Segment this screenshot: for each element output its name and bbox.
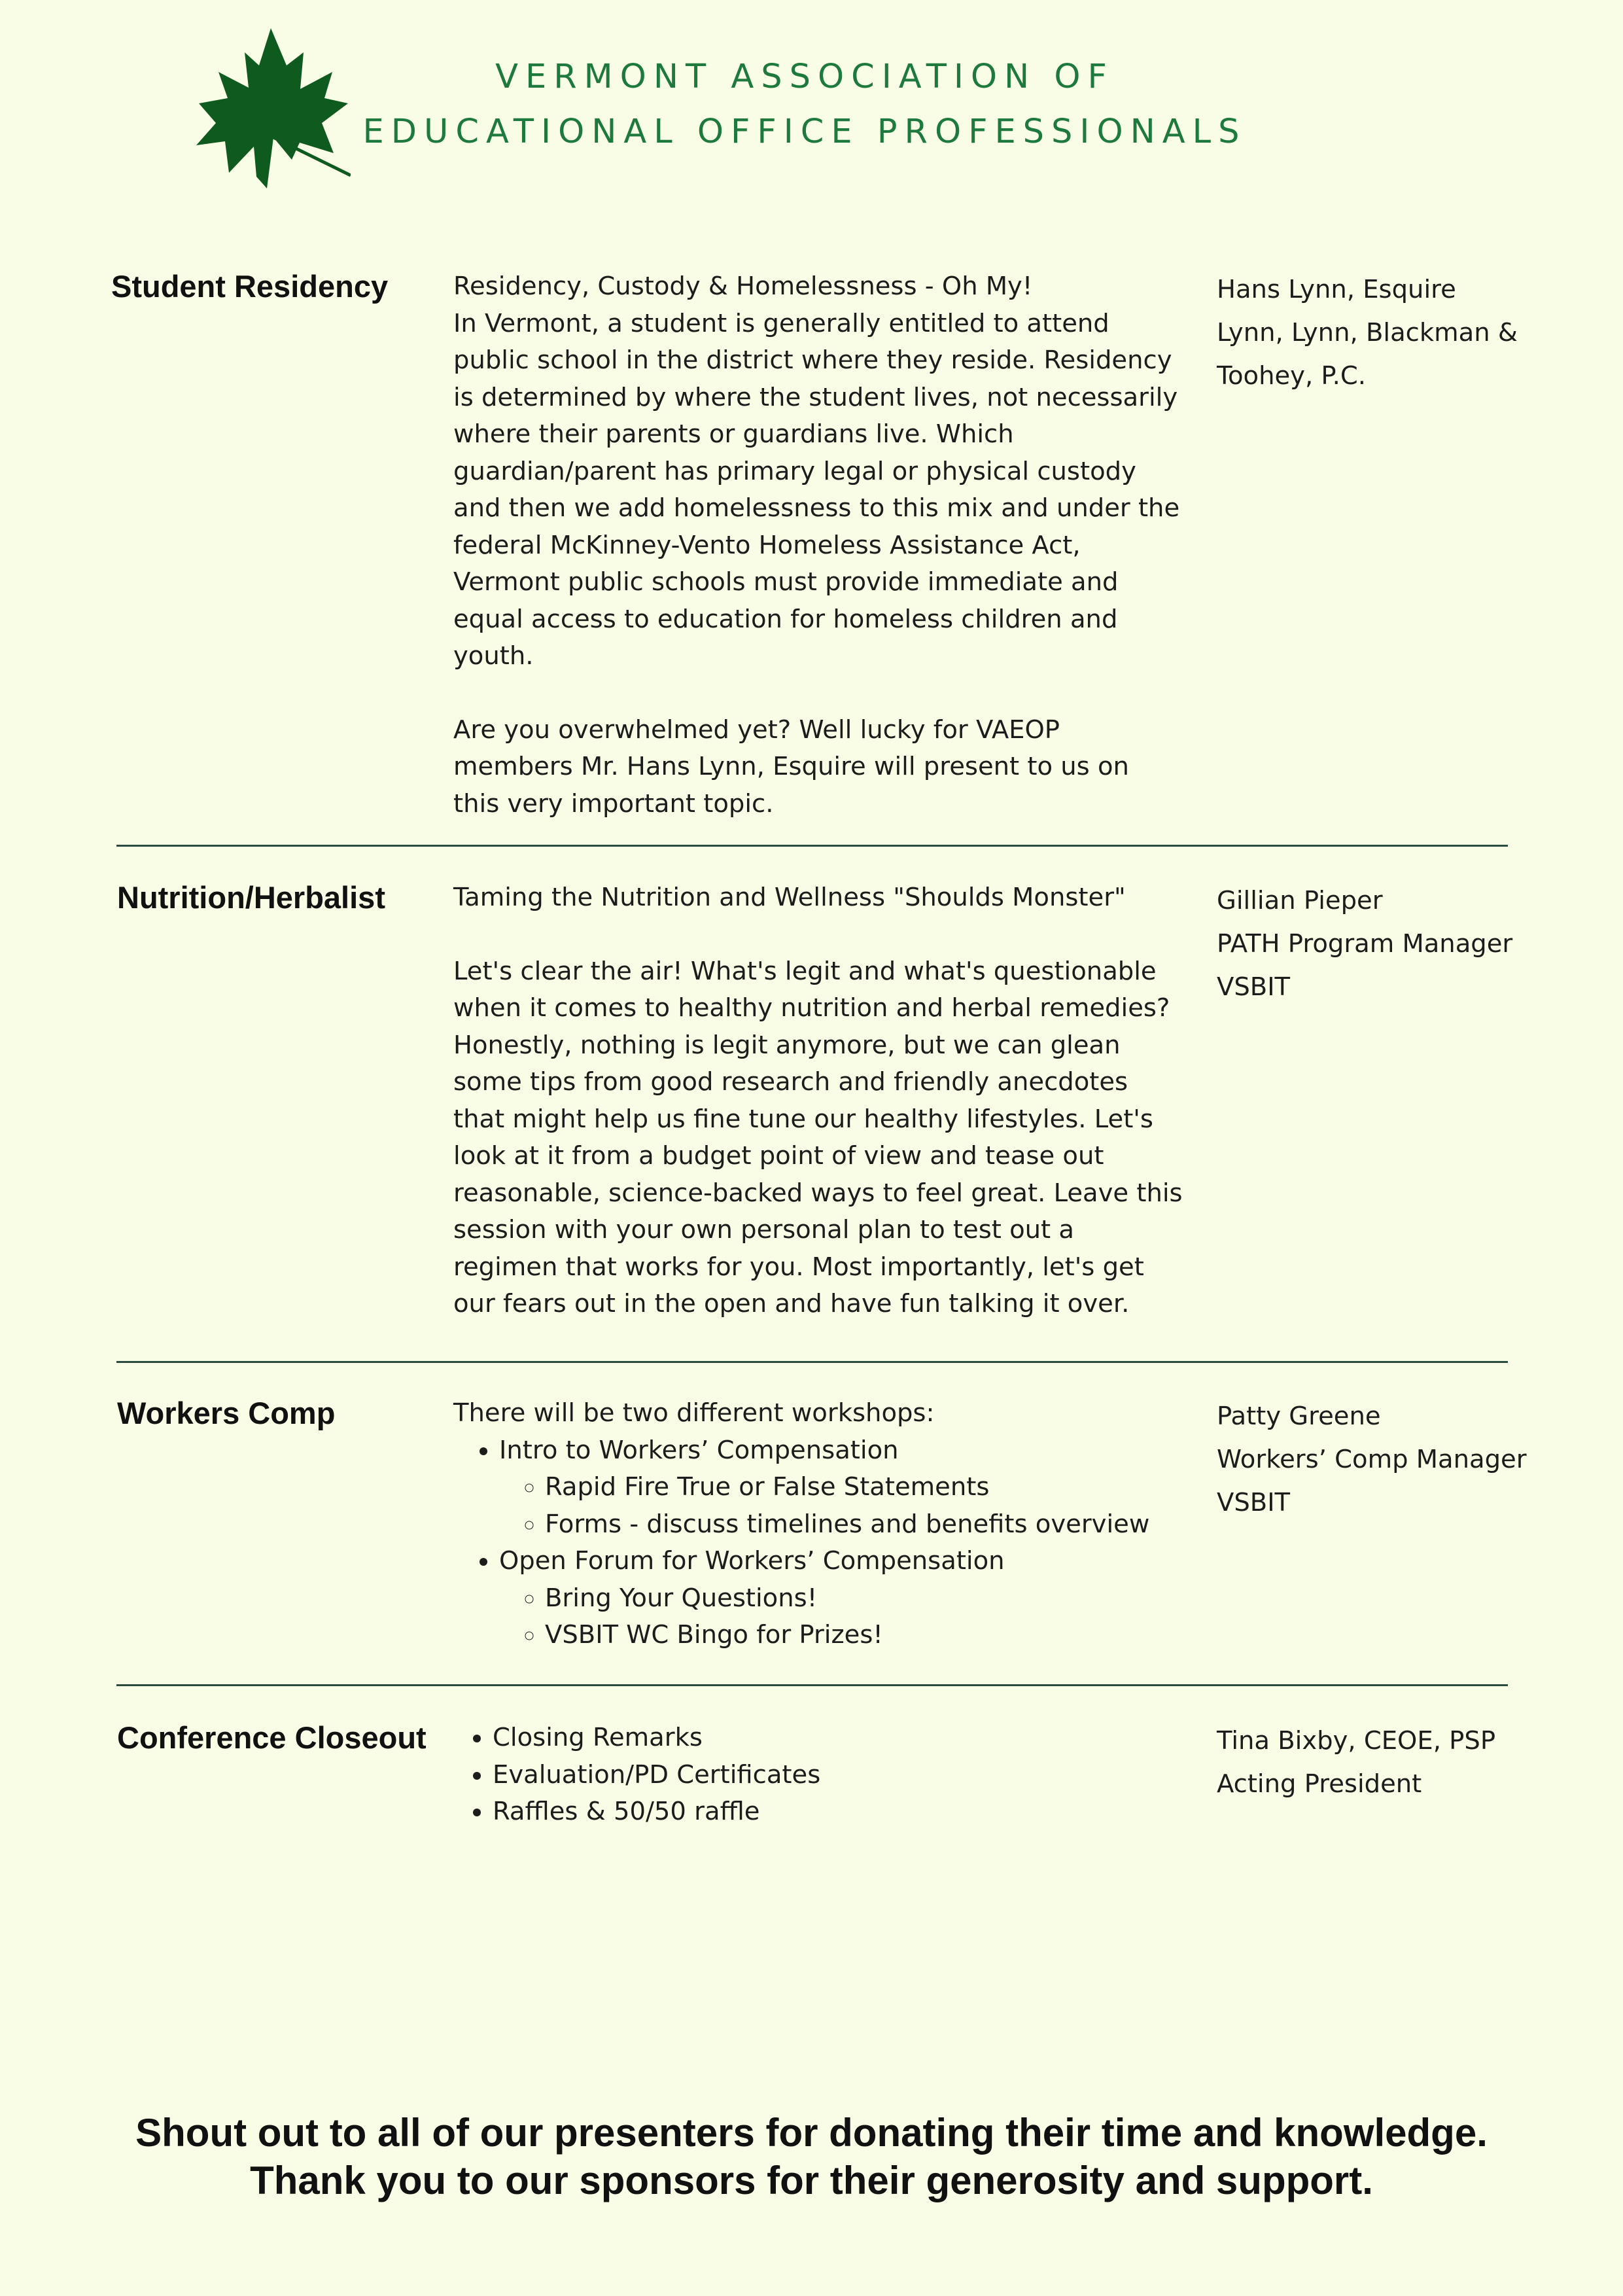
closeout-item: • Evaluation/PD Certificates bbox=[493, 1757, 1258, 1794]
org-title-line1: VERMONT ASSOCIATION OF bbox=[495, 58, 1114, 96]
section-title: Nutrition/Herbalist bbox=[117, 880, 385, 915]
presenter-line: Hans Lynn, Esquire bbox=[1217, 275, 1456, 304]
workshop-subitems bbox=[499, 1580, 1258, 1654]
workshop-subitem: ◦ Rapid Fire True or False Statements bbox=[545, 1469, 1258, 1506]
presenter-info bbox=[1217, 1395, 1583, 1525]
section-description bbox=[453, 1720, 1258, 1831]
presenter-line: Lynn, Lynn, Blackman & bbox=[1217, 318, 1518, 347]
presenter-info bbox=[1217, 879, 1583, 1009]
workshop-label: Open Forum for Workers’ Compensation bbox=[499, 1546, 1005, 1576]
presenter-line: Tina Bixby, CEOE, PSP bbox=[1217, 1726, 1496, 1756]
section-title: Workers Comp bbox=[117, 1396, 336, 1430]
presenter-line: Workers’ Comp Manager bbox=[1217, 1445, 1527, 1474]
workshop-subitem: ◦ Forms - discuss timelines and benefits overview bbox=[545, 1506, 1258, 1544]
workshop-subitem: ◦ VSBIT WC Bingo for Prizes! bbox=[545, 1617, 1258, 1654]
workshop-item bbox=[499, 1432, 1258, 1544]
presenter-line: Acting President bbox=[1217, 1769, 1422, 1799]
footer-thanks-presenters: Shout out to all of our presenters for donating their time and knowledge. bbox=[135, 2111, 1488, 2155]
section-title: Student Residency bbox=[111, 269, 389, 304]
section-student-residency bbox=[111, 268, 1518, 824]
workshop-label: Intro to Workers’ Compensation bbox=[499, 1435, 899, 1465]
presenter-line: VSBIT bbox=[1217, 1488, 1291, 1517]
section-description bbox=[453, 268, 1258, 822]
description-heading: Taming the Nutrition and Wellness "Shoulds Monster" bbox=[453, 883, 1126, 912]
section-workers-comp bbox=[111, 1395, 1527, 1670]
description-heading: Residency, Custody & Homelessness - Oh My! bbox=[453, 272, 1033, 301]
closeout-item: • Raffles & 50/50 raffle bbox=[493, 1793, 1258, 1831]
presenter-line: Gillian Pieper bbox=[1217, 886, 1383, 915]
presenter-line: PATH Program Manager bbox=[1217, 929, 1513, 959]
presenter-line: Patty Greene bbox=[1217, 1402, 1381, 1431]
section-description bbox=[453, 879, 1258, 1323]
workshop-item bbox=[499, 1543, 1258, 1654]
workshop-list bbox=[453, 1432, 1258, 1654]
workshop-subitems bbox=[499, 1469, 1258, 1543]
section-divider bbox=[116, 845, 1508, 847]
section-nutrition-herbalist bbox=[111, 879, 1513, 1337]
presenter-info bbox=[1217, 268, 1583, 398]
footer-thanks-sponsors: Thank you to our sponsors for their generosity and support. bbox=[250, 2159, 1373, 2202]
maple-leaf-icon bbox=[194, 25, 351, 196]
description-body: In Vermont, a student is generally entitled to attend public school in the district where they reside. Residency is determined by where the student lives, not necessarily where their parents or guardians live. Which guardian/parent has primary legal or physical custody and then we add homelessness to this mix and under the federal McKinney-Vento Homeless Assistance Act, Vermont public schools must provide immediate and equal access to education for homeless children and youth. bbox=[453, 308, 1180, 671]
section-divider bbox=[116, 1361, 1508, 1363]
description-body-2: Are you overwhelmed yet? Well lucky for VAEOP members Mr. Hans Lynn, Esquire will present to us on this very important topic. bbox=[453, 715, 1129, 819]
closeout-item: • Closing Remarks bbox=[493, 1720, 1258, 1757]
closeout-list bbox=[453, 1720, 1258, 1831]
section-divider bbox=[116, 1684, 1508, 1686]
org-title-line2: EDUCATIONAL OFFICE PROFESSIONALS bbox=[362, 113, 1247, 151]
presenter-info bbox=[1217, 1720, 1583, 1806]
section-description bbox=[453, 1395, 1258, 1654]
description-body: Let's clear the air! What's legit and what's questionable when it comes to healthy nutrition and herbal remedies? Honestly, nothing is legit anymore, but we can glean some tips from good research and friendly anecdotes that might help us fine tune our healthy lifestyles. Let's look at it from a budget point of view and tease out reasonable, science-backed ways to feel great. Leave this session with your own personal plan to test out a regimen that works for you. Most importantly, let's get our fears out in the open and have fun talking it over. bbox=[453, 956, 1183, 1318]
section-conference-closeout bbox=[111, 1720, 1508, 1890]
section-title: Conference Closeout bbox=[117, 1720, 427, 1755]
description-heading: There will be two different workshops: bbox=[453, 1398, 935, 1428]
presenter-line: Toohey, P.C. bbox=[1217, 361, 1367, 391]
workshop-subitem: ◦ Bring Your Questions! bbox=[545, 1580, 1258, 1617]
presenter-line: VSBIT bbox=[1217, 972, 1291, 1002]
